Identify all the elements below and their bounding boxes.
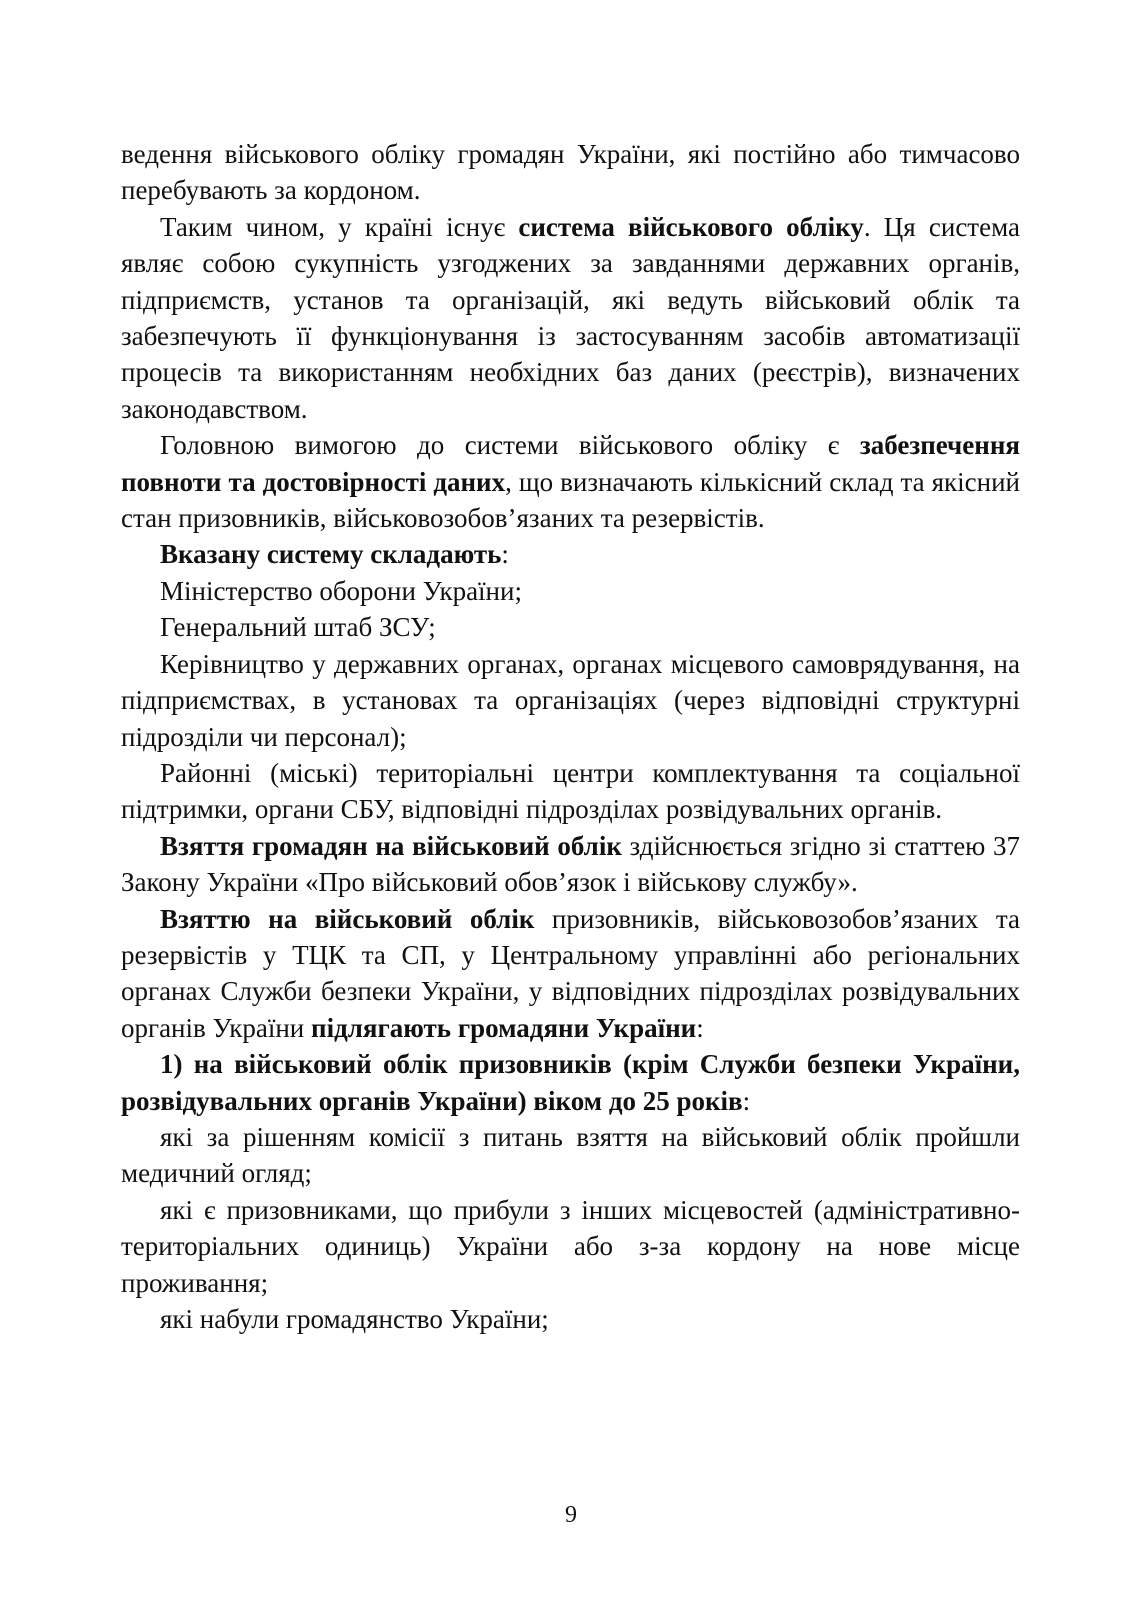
paragraph-text: : bbox=[742, 1085, 751, 1116]
list-item bbox=[121, 573, 1020, 609]
bold-term: 1) на військовий облік призовників (крім Служби безпеки України, розвідувальних органів України) віком до 25 років bbox=[121, 1049, 1020, 1116]
paragraph-text: здійснюється згідно зі статтею 37 Закону України «Про військовий обов’язок і військову службу». bbox=[121, 830, 1021, 898]
paragraph-text: . Ця система являє собою сукупність узгоджених за завданнями державних органів, підприємств, установ та організацій, які ведуть військовий облік та забезпечують її функціонування із застосуванням засобів автоматизації процесів та використанням необхідних баз даних (реєстрів), визначених законодавством. bbox=[121, 211, 1020, 424]
list-item-text: Керівництво у державних органах, органах місцевого самоврядування, на підприємствах, в установах та організаціях (через відповідні структурні підрозділи чи персонал); bbox=[121, 648, 1020, 752]
paragraph bbox=[121, 828, 1020, 901]
paragraph bbox=[121, 427, 1020, 536]
paragraph-text: : bbox=[501, 539, 509, 570]
list-item-text: які набули громадянство України; bbox=[160, 1304, 549, 1334]
bold-term: Взяттю на військовий облік bbox=[160, 903, 535, 934]
list-item bbox=[121, 1192, 1020, 1301]
paragraph-text: Таким чином, у країні існує bbox=[160, 211, 519, 242]
list-item-text: які є призовниками, що прибули з інших місцевостей (адміністративно-територіальних одиниць) України або з-за кордону на нове місце проживання; bbox=[121, 1194, 1020, 1298]
page-number: 9 bbox=[565, 1502, 577, 1528]
list-item bbox=[121, 1119, 1020, 1192]
list-item bbox=[121, 755, 1020, 828]
bold-term: Вказану систему складають bbox=[160, 539, 502, 570]
paragraph bbox=[121, 209, 1020, 427]
paragraph bbox=[121, 901, 1020, 1047]
list-item-text: Генеральний штаб ЗСУ; bbox=[160, 612, 436, 643]
paragraph bbox=[121, 136, 1020, 209]
page-body bbox=[121, 136, 1020, 1337]
paragraph-text: Головною вимогою до системи військового обліку є bbox=[160, 430, 860, 461]
paragraph-text: призовників, військовозобов’язаних та резервістів у ТЦК та СП, у Центральному управлінні або регіональних органах Служби безпеки України, у відповідних підрозділах розвідувальних органів України bbox=[121, 903, 1021, 1043]
paragraph bbox=[121, 536, 1020, 572]
paragraph-text: , що визначають кількісний склад та якісний стан призовників, військовозобов’язаних та резервістів. bbox=[121, 466, 1020, 534]
list-item bbox=[121, 1301, 1020, 1337]
paragraph-text: : bbox=[696, 1012, 704, 1043]
bold-term: система військового обліку bbox=[518, 211, 864, 242]
bold-term: підлягають громадяни України bbox=[311, 1012, 697, 1043]
numbered-item bbox=[121, 1046, 1020, 1119]
bold-term: Взяття громадян на військовий облік bbox=[160, 830, 622, 861]
paragraph-text: ведення військового обліку громадян України, які постійно або тимчасово перебувають за кордоном. bbox=[121, 139, 1020, 206]
list-item bbox=[121, 646, 1020, 755]
list-item-text: які за рішенням комісії з питань взяття на військовий облік пройшли медичний огляд; bbox=[121, 1121, 1020, 1189]
list-item bbox=[121, 609, 1020, 645]
list-item-text: Міністерство оборони України; bbox=[160, 575, 522, 606]
list-item-text: Районні (міські) територіальні центри комплектування та соціальної підтримки, органи СБУ, відповідні підрозділах розвідувальних органів. bbox=[121, 757, 1020, 825]
bold-term: забезпечення повноти та достовірності даних bbox=[121, 430, 1020, 497]
